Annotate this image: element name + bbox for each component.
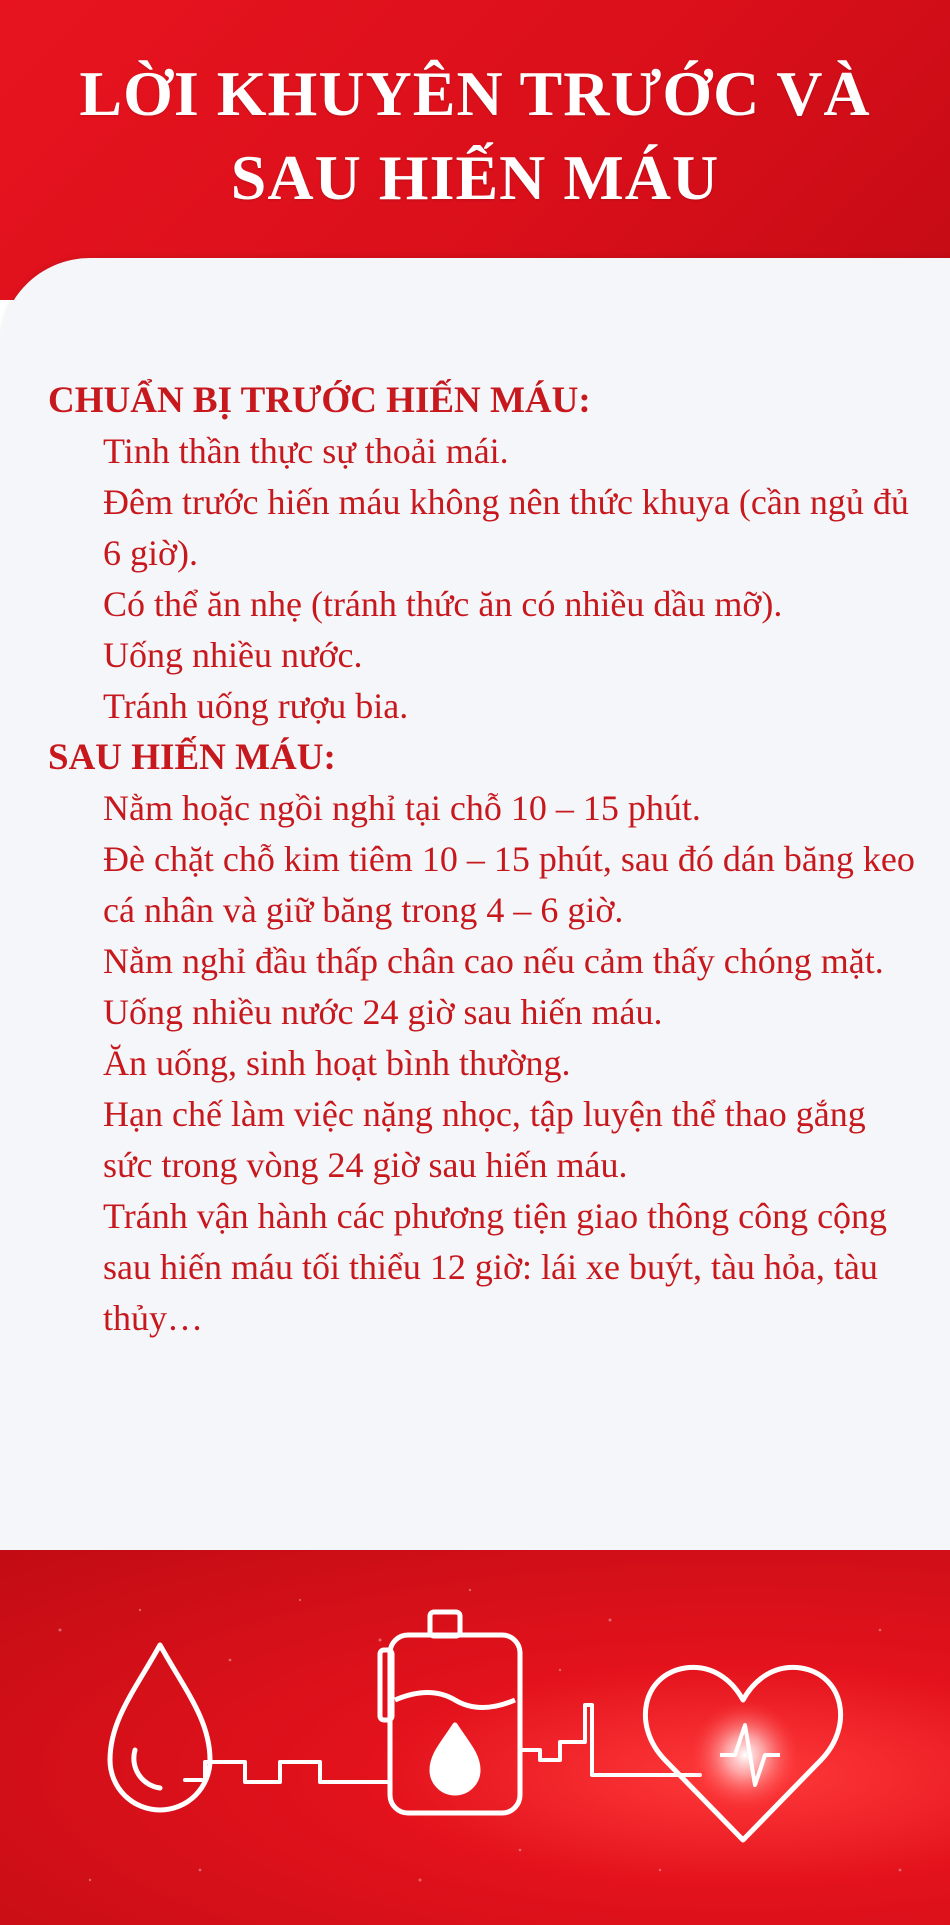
after-donation-list [103,783,918,1344]
page-title-line-2: SAU HIẾN MÁU [230,142,720,213]
list-item: Có thể ăn nhẹ (tránh thức ăn có nhiều dầu mỡ). [103,584,783,624]
blood-bag-icon [380,1612,520,1813]
list-item: Ăn uống, sinh hoạt bình thường. [103,1043,571,1083]
after-donation-heading: SAU HIẾN MÁU: [48,737,336,778]
heart-pulse-icon [645,1667,840,1840]
list-item: Tinh thần thực sự thoải mái. [103,431,509,471]
before-donation-list [103,426,918,732]
list-item: Uống nhiều nước. [103,635,363,675]
list-item: Tránh uống rượu bia. [103,686,409,726]
blood-drop-icon [110,1645,210,1810]
footer-graphic [0,1550,950,1925]
before-donation-heading: CHUẨN BỊ TRƯỚC HIẾN MÁU: [48,380,591,421]
list-item: Hạn chế làm việc nặng nhọc, tập luyện thể thao gắng sức trong vòng 24 giờ sau hiến máu. [103,1094,866,1185]
list-item: Nằm hoặc ngồi nghỉ tại chỗ 10 – 15 phút. [103,788,701,828]
advice-content [48,375,918,1344]
page-title-line-1: LỜI KHUYÊN TRƯỚC VÀ [79,58,871,129]
list-item: Tránh vận hành các phương tiện giao thông công cộng sau hiến máu tối thiểu 12 giờ: lái xe buýt, tàu hỏa, tàu thủy… [103,1196,888,1338]
footer-illustration [0,1550,950,1925]
list-item: Đè chặt chỗ kim tiêm 10 – 15 phút, sau đó dán băng keo cá nhân và giữ băng trong 4 – 6 giờ. [103,839,915,930]
list-item: Uống nhiều nước 24 giờ sau hiến máu. [103,992,663,1032]
page-title [0,52,950,220]
list-item: Đêm trước hiến máu không nên thức khuya (cần ngủ đủ 6 giờ). [103,482,909,573]
list-item: Nằm nghỉ đầu thấp chân cao nếu cảm thấy chóng mặt. [103,941,884,981]
